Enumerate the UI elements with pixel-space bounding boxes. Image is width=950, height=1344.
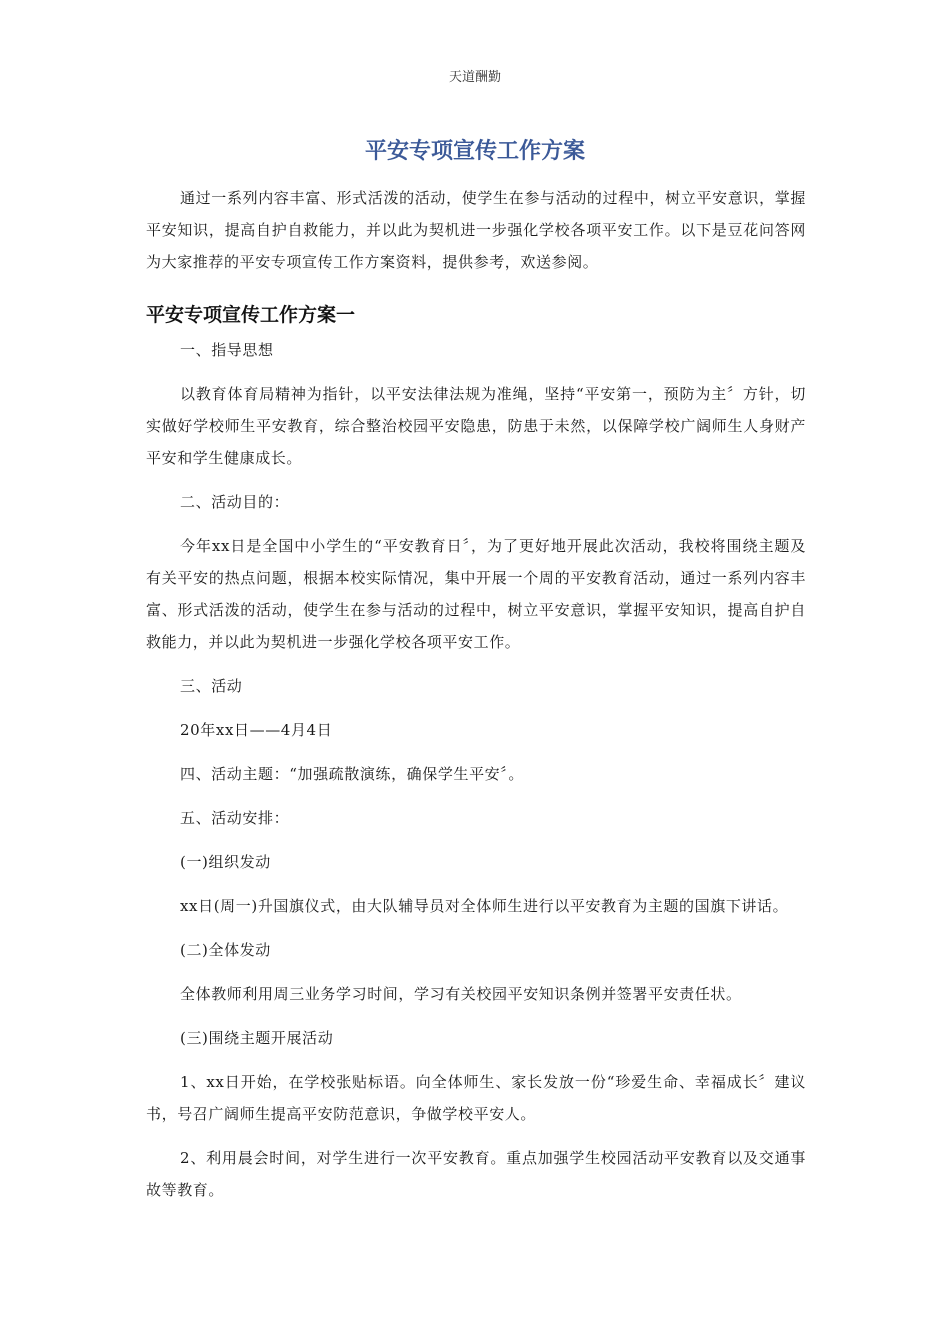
section-title: 平安专项宣传工作方案一 [146,304,356,326]
paragraph: 1、xx日开始，在学校张贴标语。向全体师生、家长发放一份“珍爱生命、幸福成长〞建议书，号召广阔师生提高平安防范意识，争做学校平安人。 [146,1073,806,1123]
document-body [146,182,806,1206]
paragraph: (三)围绕主题开展活动 [180,1029,334,1047]
paragraph: 以教育体育局精神为指针，以平安法律法规为准绳，坚持“平安第一，预防为主〞方针，切实做好学校师生平安教育，综合整治校园平安隐患，防患于未然，以保障学校广阔师生人身财产平安和学生健康成长。 [146,385,806,467]
paragraph: 20年xx日——4月4日 [180,721,333,739]
paragraph: 二、活动目的： [180,493,290,511]
paragraph: 四、活动主题：“加强疏散演练，确保学生平安〞。 [180,765,524,783]
paragraph: xx日(周一)升国旗仪式，由大队辅导员对全体师生进行以平安教育为主题的国旗下讲话。 [180,897,789,915]
paragraph: 五、活动安排： [180,809,290,827]
paragraph: (二)全体发动 [180,941,271,959]
paragraph: 三、活动 [180,677,243,695]
page-header: 天道酬勤 [448,70,501,85]
intro-paragraph: 通过一系列内容丰富、形式活泼的活动，使学生在参与活动的过程中，树立平安意识，掌握平安知识，提高自护自救能力，并以此为契机进一步强化学校各项平安工作。以下是豆花问答网为大家推荐的平安专项宣传工作方案资料，提供参考，欢送参阅。 [146,189,806,271]
document-title: 平安专项宣传工作方案 [364,139,585,164]
paragraph: 2、利用晨会时间，对学生进行一次平安教育。重点加强学生校园活动平安教育以及交通事故等教育。 [146,1149,806,1199]
paragraph: 全体教师利用周三业务学习时间，学习有关校园平安知识条例并签署平安责任状。 [180,985,742,1003]
paragraph: 今年xx日是全国中小学生的“平安教育日〞，为了更好地开展此次活动，我校将围绕主题及有关平安的热点问题，根据本校实际情况，集中开展一个周的平安教育活动，通过一系列内容丰富、形式活泼的活动，使学生在参与活动的过程中，树立平安意识，掌握平安知识，提高自护自救能力，并以此为契机进一步强化学校各项平安工作。 [146,537,806,651]
paragraph: 一、指导思想 [180,341,274,359]
paragraph: (一)组织发动 [180,853,271,871]
